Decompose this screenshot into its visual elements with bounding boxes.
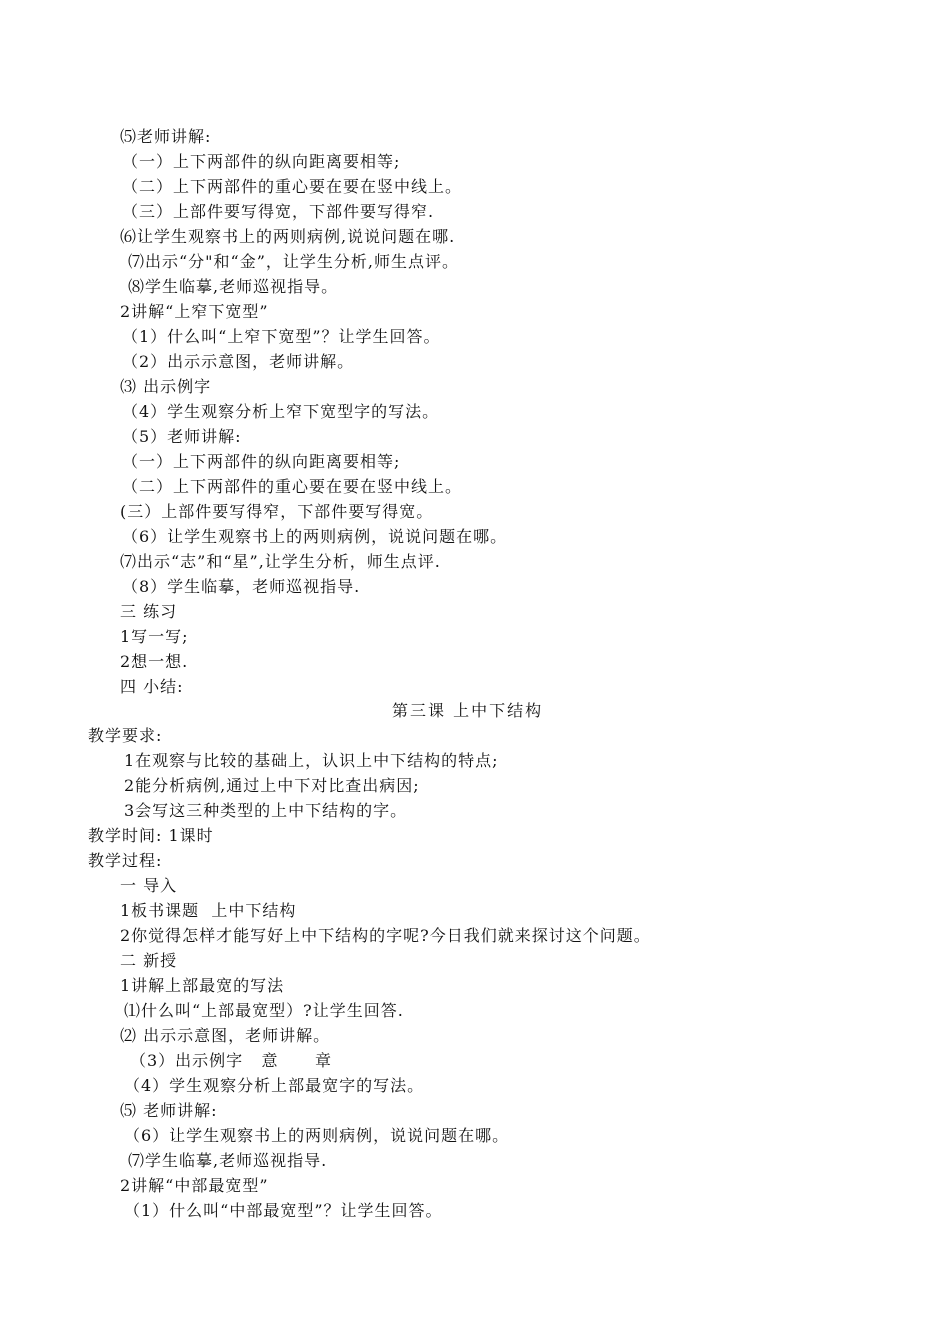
text-line: （一）上下两部件的纵向距离要相等; bbox=[122, 452, 401, 471]
text-line: 2能分析病例,通过上中下对比查出病因; bbox=[124, 776, 420, 795]
text-line: （二）上下两部件的重心要在要在竖中线上。 bbox=[122, 477, 463, 496]
text-line: ⑴什么叫“上部最宽型）?让学生回答. bbox=[124, 1001, 404, 1020]
text-line: ⑺出示“分"和“金”，让学生分析,师生点评。 bbox=[128, 252, 459, 271]
text-line: 2你觉得怎样才能写好上中下结构的字呢?今日我们就来探讨这个问题。 bbox=[120, 926, 651, 945]
text-line: 教学时间: 1课时 bbox=[88, 826, 214, 845]
text-line: 2讲解“上窄下宽型” bbox=[120, 302, 269, 321]
text-line: （二）上下两部件的重心要在要在竖中线上。 bbox=[122, 177, 463, 196]
text-line: ⑸ 老师讲解: bbox=[120, 1101, 218, 1120]
text-line: ⑸老师讲解: bbox=[120, 127, 212, 146]
text-line: 2想一想. bbox=[120, 652, 189, 671]
text-line: ⑻学生临摹,老师巡视指导。 bbox=[128, 277, 339, 296]
text-line: （4）学生观察分析上窄下宽型字的写法。 bbox=[122, 402, 440, 421]
text-line: 三 练习 bbox=[120, 602, 178, 621]
text-line: 1写一写; bbox=[120, 627, 189, 646]
text-line: （三）上部件要写得宽，下部件要写得窄. bbox=[122, 202, 435, 221]
text-line: （5）老师讲解: bbox=[122, 427, 242, 446]
text-line: （6）让学生观察书上的两则病例，说说问题在哪。 bbox=[122, 527, 508, 546]
text-line: 一 导入 bbox=[120, 876, 178, 895]
text-line: （8）学生临摹，老师巡视指导. bbox=[122, 577, 361, 596]
text-line: ⑹让学生观察书上的两则病例,说说问题在哪. bbox=[120, 227, 456, 246]
text-line: 教学要求: bbox=[88, 726, 163, 745]
text-line: （2）出示示意图，老师讲解。 bbox=[122, 352, 355, 371]
text-line: 3会写这三种类型的上中下结构的字。 bbox=[124, 801, 408, 820]
text-line: ⑺出示“志”和“星”,让学生分析，师生点评. bbox=[120, 552, 441, 571]
text-line: （3）出示例字 意 章 bbox=[130, 1051, 332, 1070]
text-line: 教学过程: bbox=[88, 851, 163, 870]
text-line: （4）学生观察分析上部最宽字的写法。 bbox=[124, 1076, 425, 1095]
text-line: （6）让学生观察书上的两则病例，说说问题在哪。 bbox=[124, 1126, 510, 1145]
text-line: 二 新授 bbox=[120, 951, 178, 970]
text-line: （1）什么叫“上窄下宽型”？让学生回答。 bbox=[122, 327, 441, 346]
text-line: (三）上部件要写得窄，下部件要写得宽。 bbox=[120, 502, 434, 521]
text-line: 2讲解“中部最宽型” bbox=[120, 1176, 269, 1195]
text-line: 四 小结: bbox=[120, 677, 184, 696]
text-line: 1板书课题 上中下结构 bbox=[120, 901, 297, 920]
lesson-title: 第三课 上中下结构 bbox=[392, 701, 544, 720]
text-line: ⑶ 出示例字 bbox=[120, 377, 212, 396]
text-line: （1）什么叫“中部最宽型”？让学生回答。 bbox=[124, 1201, 443, 1220]
text-line: 1在观察与比较的基础上，认识上中下结构的特点; bbox=[124, 751, 499, 770]
text-line: 1讲解上部最宽的写法 bbox=[120, 976, 285, 995]
text-line: ⑵ 出示示意图，老师讲解。 bbox=[120, 1026, 331, 1045]
text-line: （一）上下两部件的纵向距离要相等; bbox=[122, 152, 401, 171]
text-line: ⑺学生临摹,老师巡视指导. bbox=[128, 1151, 328, 1170]
